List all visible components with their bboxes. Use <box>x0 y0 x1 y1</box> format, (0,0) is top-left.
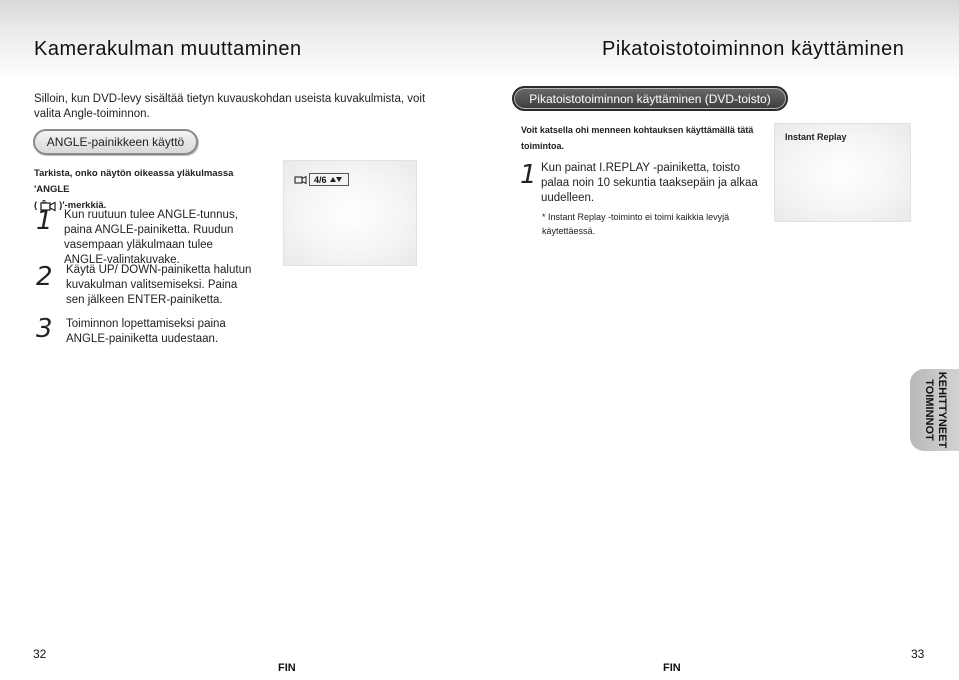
left-step-1-number: 1 <box>36 206 53 236</box>
side-tab-line2: TOIMINNOT <box>922 379 935 441</box>
right-footer-label: FIN <box>663 662 681 674</box>
left-step-3-number: 3 <box>36 314 53 344</box>
angle-screen-preview <box>283 160 417 266</box>
up-down-arrows-icon <box>330 176 342 183</box>
left-step-2-number: 2 <box>36 262 53 292</box>
angle-indicator-value: 4/6 <box>314 174 327 185</box>
angle-indicator-icon <box>294 174 307 185</box>
right-step-1-number: 1 <box>520 160 537 190</box>
advanced-functions-tab <box>910 369 959 451</box>
left-page-title: Kamerakulman muuttaminen <box>34 38 302 60</box>
angle-check-close: )'-merkkiä. <box>59 200 107 211</box>
side-tab-line1: KEHITTYNEET <box>935 371 948 449</box>
replay-screen-label: Instant Replay <box>785 132 847 142</box>
left-footer-label: FIN <box>278 662 296 674</box>
right-page-number: 33 <box>911 647 925 661</box>
left-intro: Silloin, kun DVD-levy sisältää tietyn kuvauskohdan useista kuvakulmista, voit valita Angle-toiminnon. <box>34 93 426 120</box>
left-step-3-text: Toiminnon lopettamiseksi paina ANGLE-painiketta uudestaan. <box>66 318 226 345</box>
angle-indicator <box>294 173 349 186</box>
angle-check-line1: Tarkista, onko näytön oikeassa yläkulmassa 'ANGLE <box>34 168 234 195</box>
replay-note: * Instant Replay -toiminto ei toimi kaikkia levyjä käytettäessä. <box>542 212 730 236</box>
angle-check-open: ( <box>34 200 38 211</box>
angle-check-text <box>34 166 269 214</box>
advanced-functions-tab-text <box>922 372 948 448</box>
replay-section-label <box>512 86 788 111</box>
angle-section-label-text: ANGLE-painikkeen käyttö <box>46 135 185 149</box>
left-page-number: 32 <box>33 647 47 661</box>
replay-screen-preview <box>774 123 911 222</box>
replay-section-label-text: Pikatoistotoiminnon käyttäminen (DVD-toisto) <box>529 91 771 106</box>
right-step-1-text: Kun painat I.REPLAY -painiketta, toisto palaa noin 10 sekuntia taaksepäin ja alkaa uudelleen. <box>541 162 758 204</box>
right-page-title: Pikatoistotoiminnon käyttäminen <box>602 38 905 60</box>
left-step-2-text: Käytä UP/ DOWN-painiketta halutun kuvakulman valitsemiseksi. Paina sen jälkeen ENTER-painiketta. <box>66 264 252 306</box>
left-step-1-text: Kun ruutuun tulee ANGLE-tunnus, paina ANGLE-painiketta. Ruudun vasempaan yläkulmaan tulee ANGLE-valintakuvake. <box>64 209 238 266</box>
angle-section-label <box>33 129 198 155</box>
replay-intro: Voit katsella ohi menneen kohtauksen käyttämällä tätä toimintoa. <box>521 125 754 151</box>
angle-indicator-box <box>309 173 349 186</box>
